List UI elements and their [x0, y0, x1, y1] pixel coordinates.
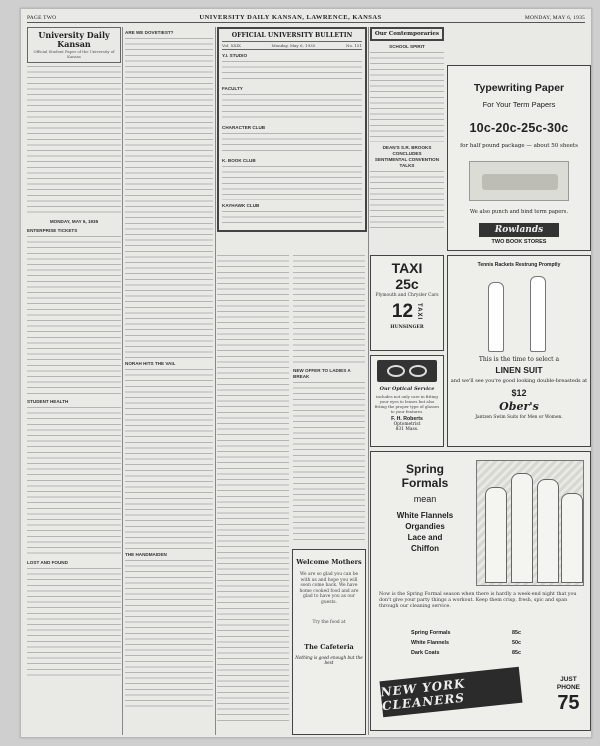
newspaper-page	[20, 8, 592, 738]
spring-title-line1: Spring	[406, 462, 444, 476]
bulletin-issue-line	[222, 41, 362, 50]
phone-label-2: PHONE	[556, 684, 580, 691]
bulletin-column	[217, 27, 367, 267]
taxi-price: 25c	[395, 276, 419, 292]
spring-items	[379, 510, 471, 554]
column-rule	[215, 27, 216, 735]
spring-item: Organdies	[405, 522, 445, 531]
ad-footer: We also punch and bind term papers.	[469, 209, 569, 215]
taxi-ad	[370, 255, 444, 351]
bulletin-title: OFFICIAL UNIVERSITY BULLETIN	[231, 32, 353, 39]
contemporaries-headline: SENTIMENTAL CONVENTION TALKS	[374, 157, 440, 168]
spring-item: Lace and	[407, 533, 443, 542]
taxi-company: HUNSINGER	[390, 325, 424, 330]
spring-mean: mean	[413, 494, 437, 504]
bulletin-section: Y.I. STUDIO	[222, 53, 248, 58]
news-text	[293, 382, 365, 542]
editorial-headline-1: ENTERPRISE TICKETS	[27, 228, 78, 233]
linen-price: $12	[511, 388, 527, 398]
column-rule	[122, 27, 123, 735]
price-item-name: White Flannels	[411, 640, 450, 646]
folio-paper-title: UNIVERSITY DAILY KANSAN, LAWRENCE, KANSAS	[199, 14, 382, 21]
news-headline: NEW OFFER TO LADIES A BREAK	[293, 368, 351, 379]
typewriter-illustration	[469, 161, 569, 201]
masthead-title: University Daily Kansan	[38, 30, 110, 49]
bulletin-section: KAYHAWK CLUB	[222, 203, 260, 208]
contemporaries-headline: SCHOOL SPIRIT	[389, 44, 425, 49]
formal-dresses-illustration	[476, 460, 584, 586]
bulletin-text	[222, 133, 362, 155]
taxi-number-row	[371, 301, 443, 323]
ad-title: Typewriting Paper	[473, 82, 565, 94]
phone-number: 75	[557, 692, 580, 714]
news-column-b	[293, 253, 365, 545]
price-item-value: 50c	[512, 640, 521, 646]
phone-label-1: JUST	[560, 676, 577, 683]
linen-header: Tennis Rackets Restrung Promptly	[477, 262, 561, 268]
linen-footer: Jantzen Swim Suits for Men or Women.	[475, 415, 563, 420]
bulletin-text	[222, 61, 362, 83]
contemporaries-text	[370, 52, 444, 142]
bulletin-number: No. 151	[345, 43, 362, 48]
contemporaries-text	[370, 171, 444, 231]
masthead-subtitle: Official Student Paper of the University of Kansas	[33, 49, 115, 59]
page-folio	[27, 13, 585, 23]
welcome-body: We are so glad you can be with us and hope you will soon come back. We have home cooked food and are glad to have you as our guests.	[299, 572, 359, 605]
masthead	[27, 27, 121, 63]
bulletin-section: FACULTY	[222, 86, 243, 91]
spring-blurb: Now is the Spring Formal season when there is hardly a week-end night that you don't give your party things a workout. Keep them crisp, fresh, spic and span through our cleaning service.	[379, 592, 577, 609]
bulletin-section: K. BOOK CLUB	[222, 158, 256, 163]
bulletin-text	[222, 211, 362, 225]
staff-box-text	[27, 66, 121, 216]
rowlands-logo-sub: TWO BOOK STORES	[491, 239, 547, 245]
typewriting-paper-ad	[447, 65, 591, 251]
feature-text-3	[125, 560, 213, 710]
price-item-name: Dark Coats	[411, 650, 440, 656]
editorial-text-2	[27, 407, 121, 557]
taxi-vertical-label: TAXI	[416, 303, 423, 321]
feature-text-1	[125, 38, 213, 358]
bulletin-volume: Vol. XXIX	[222, 43, 241, 48]
optical-name: F. H. Roberts	[391, 416, 423, 422]
editorial-column	[27, 27, 121, 735]
taxi-subtitle: Plymouth and Chrysler Cars	[375, 293, 439, 298]
price-row	[411, 630, 521, 636]
feature-headline-3: THE HANDMAIDEN	[125, 552, 167, 557]
optical-role: Optometrist	[393, 422, 421, 427]
editorial-date: MONDAY, MAY 6, 1935	[49, 219, 99, 224]
linen-suit-ad	[447, 255, 591, 447]
news-column-a	[217, 253, 289, 737]
feature-headline-2: NORAH HITS THE VAIL	[125, 361, 176, 366]
feature-column	[125, 27, 213, 735]
contemporaries-title: Our Contemporaries	[370, 27, 444, 41]
optical-ad	[370, 355, 444, 447]
price-row	[411, 650, 521, 656]
editorial-headline-2: STUDENT HEALTH	[27, 399, 69, 404]
spring-headline-block	[379, 462, 471, 554]
price-item-value: 85c	[512, 650, 521, 656]
optical-title: Our Optical Service	[379, 386, 435, 392]
welcome-mothers-ad	[292, 549, 366, 735]
price-item-value: 85c	[512, 630, 521, 636]
cafeteria-name: The Cafeteria	[304, 643, 354, 652]
news-text	[217, 255, 289, 725]
contemporaries-column	[370, 27, 444, 251]
ad-prices: 10c-20c-25c-30c	[469, 121, 569, 135]
ad-note: for half pound package — about 50 sheets	[460, 143, 578, 149]
bulletin-text	[222, 166, 362, 200]
rowlands-logo: Rowlands	[479, 223, 559, 237]
linen-headline: LINEN SUIT	[495, 365, 543, 375]
linen-line1: This is the time to select a	[478, 356, 560, 363]
editorial-text-1	[27, 236, 121, 396]
editorial-text-3	[27, 568, 121, 678]
taxi-title: TAXI	[391, 260, 423, 276]
spring-item: Chiffon	[411, 544, 439, 553]
spring-item: White Flannels	[396, 511, 454, 520]
phone-block	[557, 676, 580, 715]
price-item-name: Spring Formals	[411, 630, 451, 636]
column-rule	[368, 27, 369, 735]
welcome-footer: Nothing is good enough but the best	[295, 655, 363, 666]
folio-page-number: PAGE TWO	[27, 14, 57, 21]
official-bulletin	[217, 27, 367, 232]
spring-formals-ad	[370, 451, 591, 731]
bulletin-date: Monday, May 6, 1935	[271, 43, 316, 48]
bulletin-section: CHARACTER CLUB	[222, 125, 266, 130]
spring-title-line2: Formals	[401, 476, 449, 490]
obers-logo: Ober's	[499, 400, 539, 413]
price-row	[411, 640, 521, 646]
contemporaries-headline: DEAN'S S.R. BROOKS CONCLUDES	[382, 145, 432, 156]
feature-text-2	[125, 369, 213, 549]
glasses-icon	[377, 360, 437, 382]
optical-address: 831 Mass.	[395, 427, 419, 432]
bulletin-text	[222, 94, 362, 122]
new-york-cleaners-logo: NEW YORK CLEANERS	[380, 667, 523, 717]
optical-body: includes not only care in fitting your eyes to lenses but also fitting the proper type of glasses to your features.	[374, 394, 440, 414]
tennis-players-illustration	[474, 272, 564, 352]
folio-date: MONDAY, MAY 6, 1935	[524, 14, 585, 21]
linen-body: and we'll see you're good looking double-breasteds at	[450, 378, 588, 384]
feature-headline-1: ARE WE DOVETIEST?	[125, 30, 174, 35]
taxi-phone-number: 12	[391, 301, 414, 322]
news-text	[293, 255, 365, 365]
welcome-try: Try the food at	[312, 619, 346, 625]
ad-subtitle: For Your Term Papers	[482, 100, 556, 109]
editorial-headline-3: LOST AND FOUND	[27, 560, 68, 565]
welcome-title: Welcome Mothers	[296, 558, 362, 566]
